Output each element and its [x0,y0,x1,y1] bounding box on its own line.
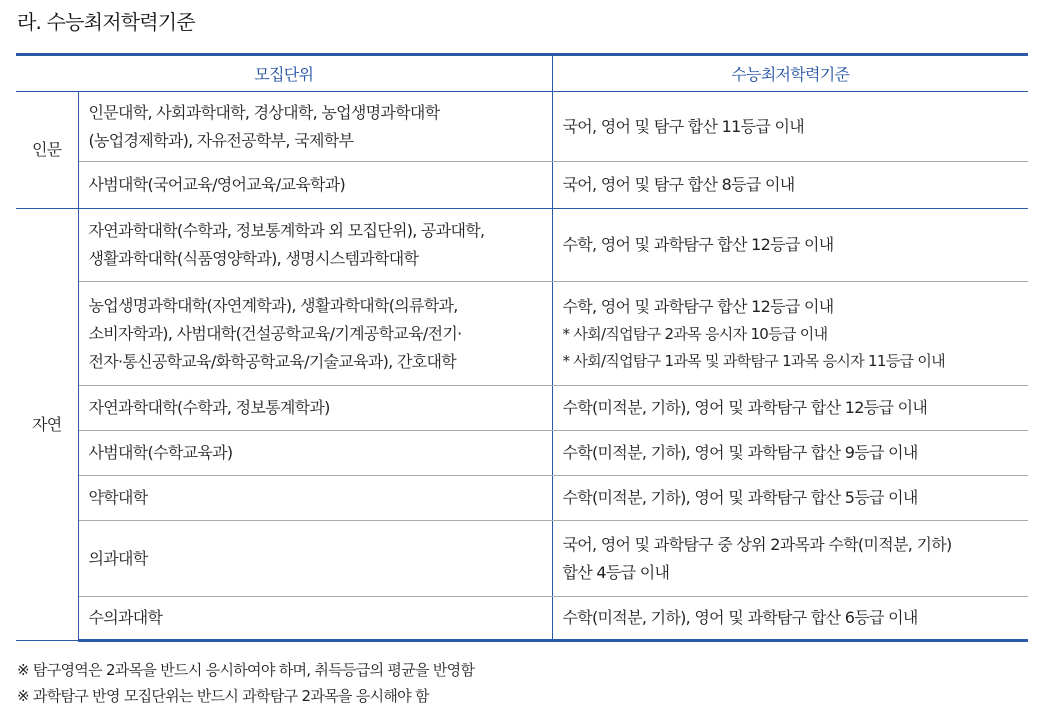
criteria-cell [552,92,1028,162]
unit-cell [78,282,552,386]
section-heading: 라. 수능최저학력기준 [17,10,195,34]
criteria-cell [552,597,1028,641]
unit-line: 농업생명과학대학(자연계학과), 생활과학대학(의류학과, [88,295,458,315]
criteria-line: 수학, 영어 및 과학탐구 합산 12등급 이내 [562,235,834,254]
unit-line: 자연과학대학(수학과, 정보통계학과) [88,398,330,417]
unit-cell [78,521,552,597]
criteria-table [16,53,1028,642]
unit-line: 생활과학대학(식품영양학과), 생명시스템과학대학 [88,249,419,268]
criteria-line: 국어, 영어 및 탐구 합산 11등급 이내 [562,116,804,136]
table-row [16,597,1028,641]
criteria-note: * 사회/직업탐구 1과목 및 과학탐구 1과목 응시자 11등급 이내 [562,351,945,370]
criteria-note: * 사회/직업탐구 2과목 응시자 10등급 이내 [562,324,828,343]
table-row [16,386,1028,431]
criteria-cell [552,209,1028,282]
track-label-science: 자연 [16,209,78,641]
criteria-cell [552,431,1028,476]
unit-cell [78,386,552,431]
unit-line: 사범대학(수학교육과) [88,443,233,462]
criteria-line: 국어, 영어 및 탐구 합산 8등급 이내 [562,175,795,194]
unit-cell [78,92,552,162]
table-row [16,209,1028,282]
header-unit: 모집단위 [16,55,552,92]
criteria-cell [552,282,1028,386]
unit-cell [78,597,552,641]
unit-line: 전자·통신공학교육/화학공학교육/기술교육과), 간호대학 [88,351,456,371]
unit-line: 자연과학대학(수학과, 정보통계학과 외 모집단위), 공과대학, [88,221,485,240]
unit-line: 사범대학(국어교육/영어교육/교육학과) [88,175,346,194]
criteria-line: 수학(미적분, 기하), 영어 및 과학탐구 합산 9등급 이내 [562,443,918,462]
unit-cell [78,162,552,209]
unit-cell [78,476,552,521]
criteria-line: 수학(미적분, 기하), 영어 및 과학탐구 합산 5등급 이내 [562,488,918,507]
unit-line: 약학대학 [88,488,148,507]
table-header-row [16,55,1028,92]
table-row [16,92,1028,162]
unit-line: (농업경제학과), 자유전공학부, 국제학부 [88,130,354,150]
header-criteria: 수능최저학력기준 [552,55,1028,92]
track-label-humanities: 인문 [16,92,78,209]
criteria-line: 수학(미적분, 기하), 영어 및 과학탐구 합산 12등급 이내 [562,398,928,417]
criteria-line: 수학, 영어 및 과학탐구 합산 12등급 이내 [562,296,834,316]
unit-line: 소비자학과), 사범대학(건설공학교육/기계공학교육/전기· [88,323,462,343]
table-row [16,282,1028,386]
unit-line: 수의과대학 [88,608,163,627]
footnote: ※ 과학탐구 반영 모집단위는 반드시 과학탐구 2과목을 응시해야 함 [17,687,429,705]
table-row [16,521,1028,597]
footnote: ※ 탐구영역은 2과목을 반드시 응시하여야 하며, 취득등급의 평균을 반영함 [17,661,475,679]
criteria-cell [552,521,1028,597]
criteria-line: 수학(미적분, 기하), 영어 및 과학탐구 합산 6등급 이내 [562,608,918,627]
criteria-cell [552,386,1028,431]
criteria-line: 합산 4등급 이내 [562,562,670,582]
criteria-line: 국어, 영어 및 과학탐구 중 상위 2과목과 수학(미적분, 기하) [562,534,952,554]
criteria-cell [552,476,1028,521]
table-row [16,162,1028,209]
table-row [16,431,1028,476]
unit-cell [78,209,552,282]
unit-line: 인문대학, 사회과학대학, 경상대학, 농업생명과학대학 [88,102,440,122]
table-row [16,476,1028,521]
criteria-cell [552,162,1028,209]
unit-line: 의과대학 [88,548,148,568]
unit-cell [78,431,552,476]
